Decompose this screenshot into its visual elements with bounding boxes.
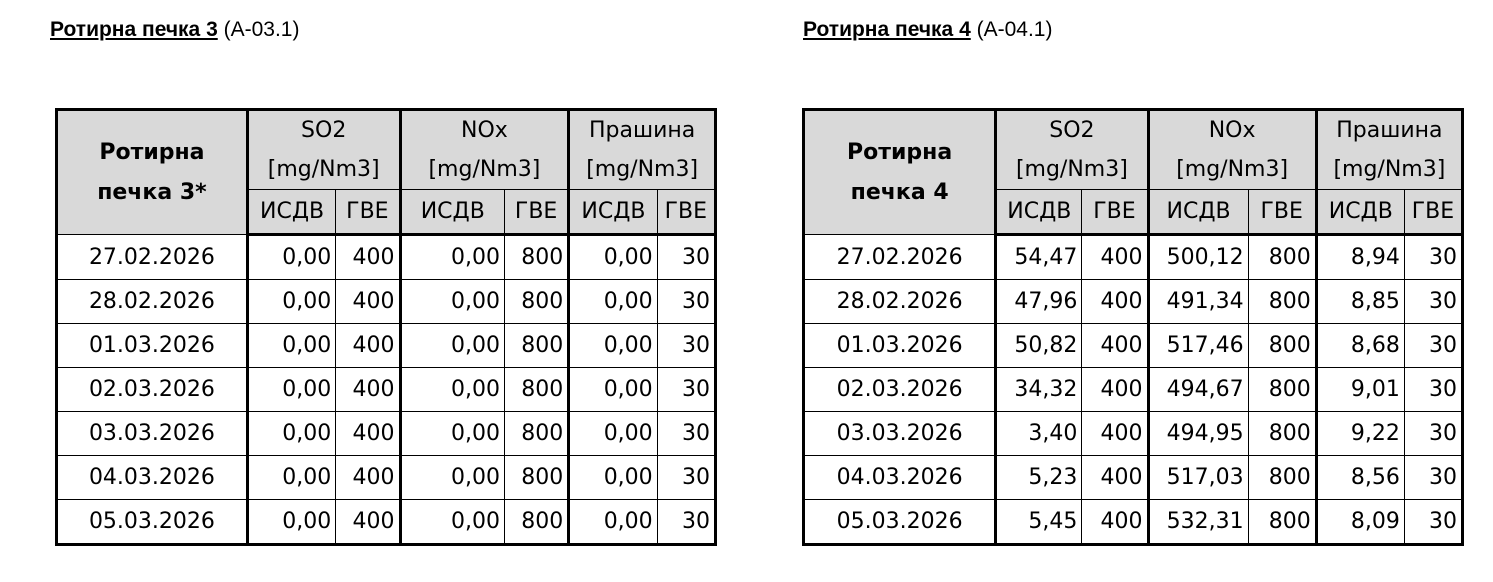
- table-row: [804, 412, 1463, 456]
- nox-isdv-cell: 0,00: [400, 324, 504, 368]
- nox-isdv-cell: 532,31: [1148, 500, 1248, 545]
- dust-gve-cell: 30: [657, 412, 715, 456]
- so2-isdv-cell: 5,45: [996, 500, 1082, 545]
- group-unit: [mg/Nm3]: [267, 157, 380, 182]
- nox-isdv-cell: 517,46: [1148, 324, 1248, 368]
- so2-gve-cell: 400: [1082, 280, 1148, 324]
- table-row: [804, 324, 1463, 368]
- nox-gve-cell: 800: [1248, 500, 1316, 545]
- so2-isdv-cell: 0,00: [247, 456, 335, 500]
- sub-header: ГВЕ: [1082, 190, 1148, 235]
- table-row: [57, 235, 716, 280]
- so2-gve-cell: 400: [336, 235, 400, 280]
- sub-header: ГВЕ: [336, 190, 400, 235]
- group-unit: [mg/Nm3]: [1176, 157, 1289, 182]
- nox-isdv-cell: 494,95: [1148, 412, 1248, 456]
- sub-header: ИСДВ: [400, 190, 504, 235]
- dust-isdv-cell: 8,56: [1316, 456, 1404, 500]
- dust-isdv-cell: 0,00: [569, 368, 657, 412]
- dust-gve-cell: 30: [657, 235, 715, 280]
- corner-line2: печка 4: [850, 179, 949, 205]
- dust-gve-cell: 30: [1404, 280, 1462, 324]
- heading-kiln-4: [803, 18, 1052, 42]
- sub-header: ИСДВ: [1316, 190, 1404, 235]
- table-row: [804, 500, 1463, 545]
- nox-gve-cell: 800: [505, 235, 569, 280]
- sub-header: ГВЕ: [1404, 190, 1462, 235]
- heading-code: (A-04.1): [976, 18, 1053, 41]
- so2-isdv-cell: 0,00: [247, 280, 335, 324]
- sub-header: ГВЕ: [1248, 190, 1316, 235]
- group-header-so2: [247, 110, 400, 190]
- so2-gve-cell: 400: [1082, 412, 1148, 456]
- group-name: NOx: [461, 118, 508, 143]
- so2-gve-cell: 400: [336, 456, 400, 500]
- so2-isdv-cell: 0,00: [247, 500, 335, 545]
- so2-gve-cell: 400: [1082, 324, 1148, 368]
- emissions-table-kiln-4: [802, 108, 1464, 546]
- dust-gve-cell: 30: [1404, 368, 1462, 412]
- table-row: [57, 456, 716, 500]
- nox-isdv-cell: 0,00: [400, 280, 504, 324]
- dust-isdv-cell: 8,85: [1316, 280, 1404, 324]
- dust-gve-cell: 30: [1404, 324, 1462, 368]
- so2-isdv-cell: 3,40: [996, 412, 1082, 456]
- so2-isdv-cell: 47,96: [996, 280, 1082, 324]
- table-row: [804, 280, 1463, 324]
- dust-isdv-cell: 8,09: [1316, 500, 1404, 545]
- nox-isdv-cell: 0,00: [400, 500, 504, 545]
- group-unit: [mg/Nm3]: [586, 157, 699, 182]
- nox-isdv-cell: 0,00: [400, 412, 504, 456]
- sub-header: ГВЕ: [505, 190, 569, 235]
- sub-header: ГВЕ: [657, 190, 715, 235]
- so2-gve-cell: 400: [1082, 235, 1148, 280]
- date-cell: 27.02.2026: [57, 235, 248, 280]
- dust-isdv-cell: 0,00: [569, 412, 657, 456]
- sub-header: ИСДВ: [247, 190, 335, 235]
- date-cell: 05.03.2026: [804, 500, 996, 545]
- nox-gve-cell: 800: [1248, 280, 1316, 324]
- dust-isdv-cell: 9,01: [1316, 368, 1404, 412]
- nox-isdv-cell: 491,34: [1148, 280, 1248, 324]
- table-row: [804, 456, 1463, 500]
- corner-header: [804, 110, 996, 235]
- so2-isdv-cell: 54,47: [996, 235, 1082, 280]
- so2-isdv-cell: 50,82: [996, 324, 1082, 368]
- so2-isdv-cell: 5,23: [996, 456, 1082, 500]
- group-name: Прашина: [1336, 118, 1443, 143]
- nox-gve-cell: 800: [505, 368, 569, 412]
- heading-title: Ротирна печка 4: [803, 18, 971, 41]
- table-row: [804, 368, 1463, 412]
- dust-isdv-cell: 0,00: [569, 324, 657, 368]
- dust-gve-cell: 30: [1404, 500, 1462, 545]
- group-header-nox: [1148, 110, 1316, 190]
- dust-isdv-cell: 8,94: [1316, 235, 1404, 280]
- nox-gve-cell: 800: [1248, 235, 1316, 280]
- so2-isdv-cell: 34,32: [996, 368, 1082, 412]
- so2-isdv-cell: 0,00: [247, 368, 335, 412]
- nox-isdv-cell: 517,03: [1148, 456, 1248, 500]
- sub-header: ИСДВ: [996, 190, 1082, 235]
- dust-gve-cell: 30: [657, 500, 715, 545]
- dust-gve-cell: 30: [1404, 456, 1462, 500]
- nox-gve-cell: 800: [505, 412, 569, 456]
- so2-gve-cell: 400: [336, 500, 400, 545]
- nox-isdv-cell: 0,00: [400, 368, 504, 412]
- so2-gve-cell: 400: [336, 324, 400, 368]
- sub-header: ИСДВ: [1148, 190, 1248, 235]
- date-cell: 03.03.2026: [804, 412, 996, 456]
- heading-kiln-3: [50, 18, 299, 42]
- so2-gve-cell: 400: [1082, 500, 1148, 545]
- corner-line1: Ротирна: [847, 139, 953, 165]
- nox-isdv-cell: 500,12: [1148, 235, 1248, 280]
- date-cell: 03.03.2026: [57, 412, 248, 456]
- so2-gve-cell: 400: [336, 368, 400, 412]
- so2-isdv-cell: 0,00: [247, 412, 335, 456]
- date-cell: 02.03.2026: [57, 368, 248, 412]
- nox-gve-cell: 800: [1248, 456, 1316, 500]
- date-cell: 01.03.2026: [804, 324, 996, 368]
- so2-gve-cell: 400: [1082, 368, 1148, 412]
- nox-gve-cell: 800: [505, 456, 569, 500]
- corner-line1: Ротирна: [99, 139, 205, 165]
- so2-gve-cell: 400: [336, 412, 400, 456]
- so2-isdv-cell: 0,00: [247, 235, 335, 280]
- group-unit: [mg/Nm3]: [1015, 157, 1128, 182]
- group-header-dust: [569, 110, 716, 190]
- nox-isdv-cell: 0,00: [400, 456, 504, 500]
- group-unit: [mg/Nm3]: [1333, 157, 1446, 182]
- corner-header: [57, 110, 248, 235]
- group-header-nox: [400, 110, 569, 190]
- date-cell: 02.03.2026: [804, 368, 996, 412]
- date-cell: 28.02.2026: [57, 280, 248, 324]
- so2-isdv-cell: 0,00: [247, 324, 335, 368]
- table-row: [804, 235, 1463, 280]
- group-header-dust: [1316, 110, 1462, 190]
- sub-header: ИСДВ: [569, 190, 657, 235]
- table-row: [57, 500, 716, 545]
- dust-isdv-cell: 0,00: [569, 235, 657, 280]
- table-row: [57, 280, 716, 324]
- group-name: SO2: [1049, 118, 1095, 143]
- table-row: [57, 324, 716, 368]
- nox-gve-cell: 800: [505, 280, 569, 324]
- nox-gve-cell: 800: [505, 500, 569, 545]
- emissions-table-kiln-3: [55, 108, 717, 546]
- heading-code: (A-03.1): [223, 18, 300, 41]
- so2-gve-cell: 400: [336, 280, 400, 324]
- so2-gve-cell: 400: [1082, 456, 1148, 500]
- corner-line2: печка 3*: [97, 179, 207, 205]
- dust-isdv-cell: 0,00: [569, 280, 657, 324]
- nox-gve-cell: 800: [1248, 368, 1316, 412]
- nox-isdv-cell: 0,00: [400, 235, 504, 280]
- nox-gve-cell: 800: [505, 324, 569, 368]
- dust-gve-cell: 30: [1404, 235, 1462, 280]
- group-header-so2: [996, 110, 1148, 190]
- dust-isdv-cell: 0,00: [569, 456, 657, 500]
- group-unit: [mg/Nm3]: [428, 157, 541, 182]
- dust-isdv-cell: 0,00: [569, 500, 657, 545]
- date-cell: 27.02.2026: [804, 235, 996, 280]
- date-cell: 04.03.2026: [804, 456, 996, 500]
- nox-isdv-cell: 494,67: [1148, 368, 1248, 412]
- table-row: [57, 368, 716, 412]
- date-cell: 01.03.2026: [57, 324, 248, 368]
- group-name: NOx: [1208, 118, 1256, 143]
- dust-isdv-cell: 8,68: [1316, 324, 1404, 368]
- dust-gve-cell: 30: [657, 368, 715, 412]
- dust-gve-cell: 30: [1404, 412, 1462, 456]
- heading-title: Ротирна печка 3: [50, 18, 218, 41]
- table-row: [57, 412, 716, 456]
- date-cell: 04.03.2026: [57, 456, 248, 500]
- group-name: SO2: [301, 118, 347, 143]
- dust-gve-cell: 30: [657, 324, 715, 368]
- group-name: Прашина: [588, 118, 696, 143]
- date-cell: 05.03.2026: [57, 500, 248, 545]
- dust-gve-cell: 30: [657, 456, 715, 500]
- dust-isdv-cell: 9,22: [1316, 412, 1404, 456]
- nox-gve-cell: 800: [1248, 324, 1316, 368]
- dust-gve-cell: 30: [657, 280, 715, 324]
- date-cell: 28.02.2026: [804, 280, 996, 324]
- nox-gve-cell: 800: [1248, 412, 1316, 456]
